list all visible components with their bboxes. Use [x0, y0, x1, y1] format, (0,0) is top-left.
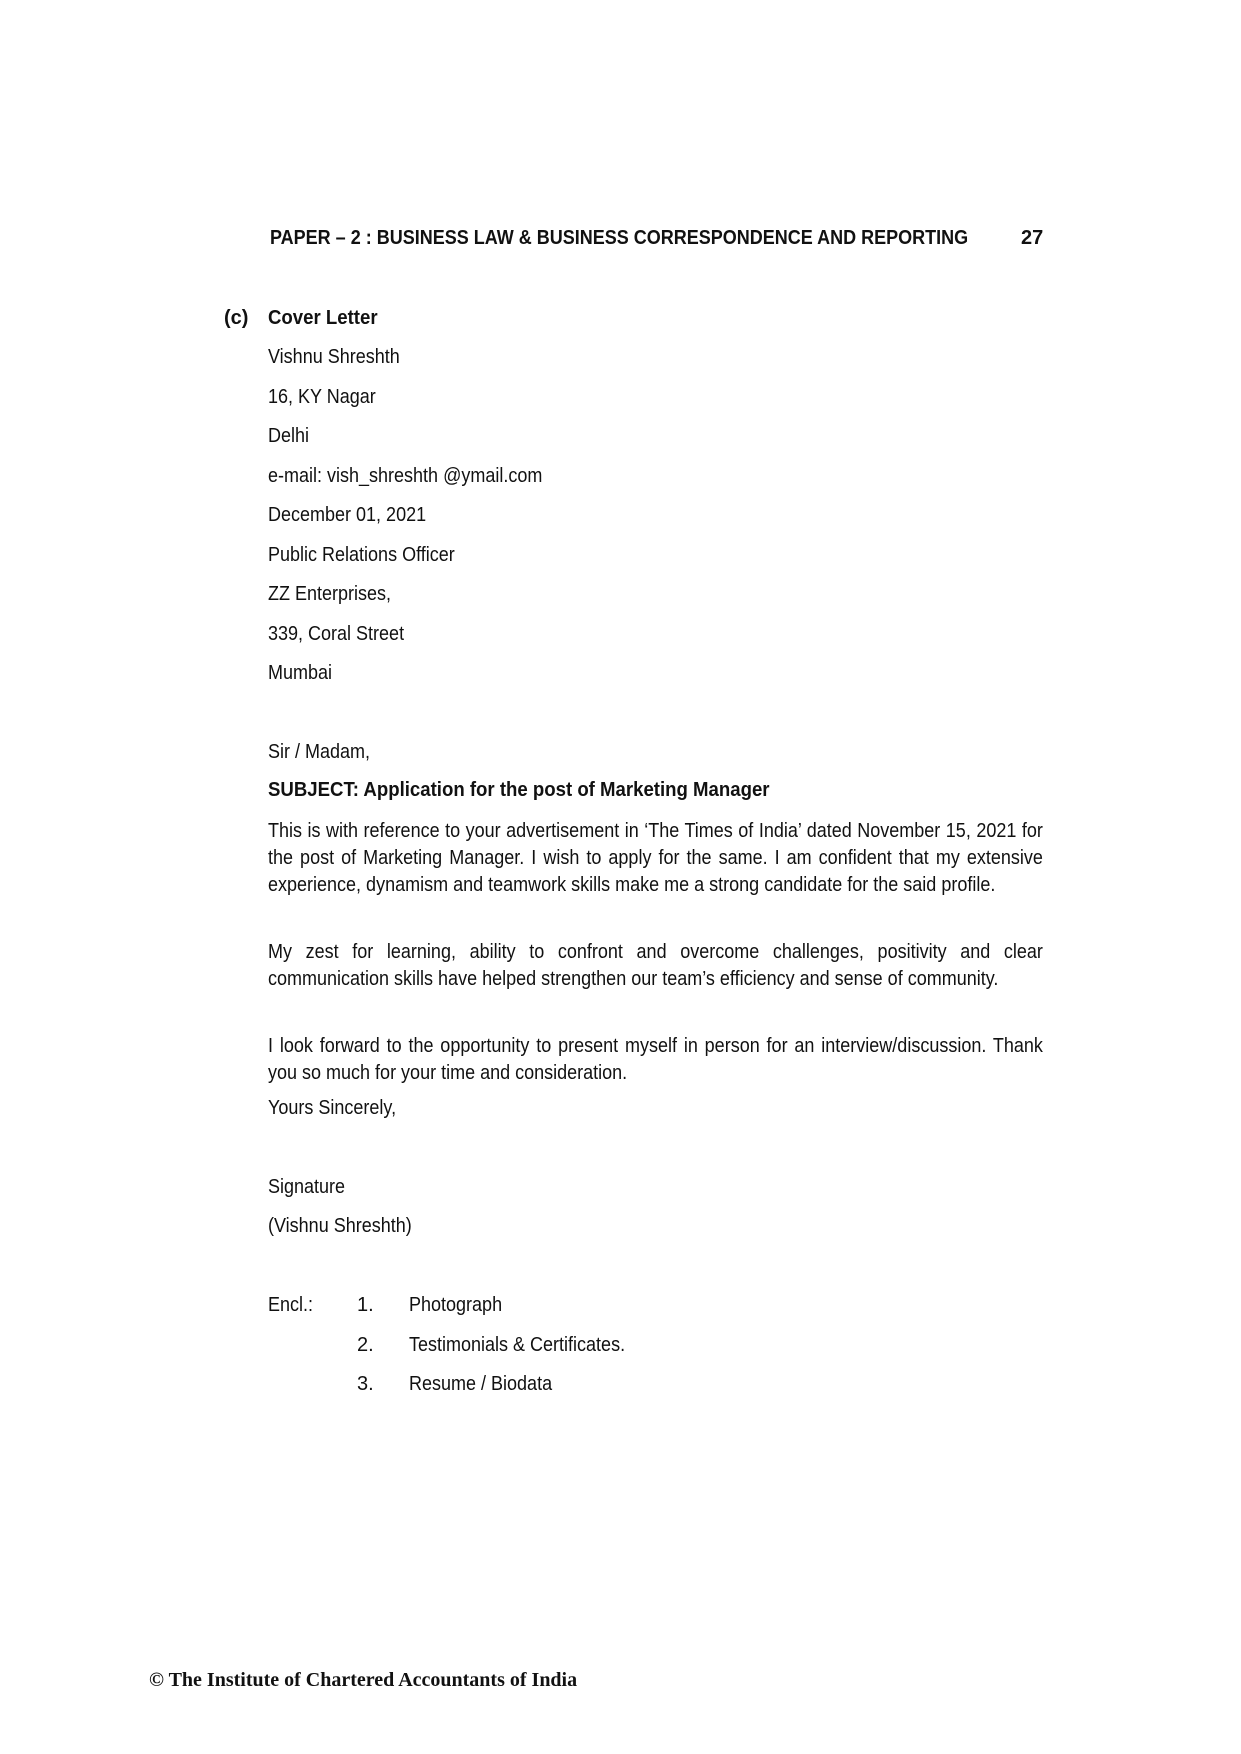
- recipient-street: 339, Coral Street: [268, 623, 405, 645]
- body-paragraph-text: I look forward to the opportunity to present myself in person for an interview/discussion. Thank you so much for your time and consideration.: [268, 1035, 1043, 1084]
- signatory-name: (Vishnu Shreshth): [268, 1215, 412, 1237]
- enclosure-item: Resume / Biodata: [409, 1373, 553, 1395]
- sender-name: Vishnu Shreshth: [268, 346, 400, 368]
- body-paragraph: [268, 939, 1043, 993]
- page-footer: © The Institute of Chartered Accountants of India: [149, 1669, 578, 1691]
- page-number: 27: [1021, 227, 1044, 249]
- letter-date: December 01, 2021: [268, 504, 427, 526]
- recipient-city: Mumbai: [268, 662, 333, 684]
- body-paragraph: [268, 1033, 1043, 1087]
- letter-subject: SUBJECT: Application for the post of Marketing Manager: [268, 779, 770, 801]
- sender-city: Delhi: [268, 425, 310, 447]
- body-paragraph-text: My zest for learning, ability to confront and overcome challenges, positivity and clear communication skills have helped strengthen our team’s efficiency and sense of community.: [268, 941, 1043, 990]
- body-paragraph-text: This is with reference to your advertisement in ‘The Times of India’ dated November 15, 2021 for the post of Marketing Manager. I wish to apply for the same. I am confident that my extensive experience, dynamism and teamwork skills make me a strong candidate for the said profile.: [268, 820, 1043, 896]
- closing: Yours Sincerely,: [268, 1097, 397, 1119]
- body-paragraph: [268, 818, 1043, 899]
- enclosure-item: Photograph: [409, 1294, 503, 1316]
- page-header-title: PAPER – 2 : BUSINESS LAW & BUSINESS CORRESPONDENCE AND REPORTING: [270, 227, 969, 249]
- recipient-company: ZZ Enterprises,: [268, 583, 392, 605]
- enclosure-item: Testimonials & Certificates.: [409, 1334, 626, 1356]
- sender-email: e-mail: vish_shreshth @ymail.com: [268, 465, 543, 487]
- signature-label: Signature: [268, 1176, 346, 1198]
- enclosure-number: 2.: [357, 1334, 374, 1356]
- recipient-designation: Public Relations Officer: [268, 544, 455, 566]
- salutation: Sir / Madam,: [268, 741, 371, 763]
- sender-address: 16, KY Nagar: [268, 386, 376, 408]
- section-title: Cover Letter: [268, 307, 378, 329]
- enclosures-label: Encl.:: [268, 1294, 314, 1316]
- section-label: (c): [224, 307, 249, 329]
- enclosure-number: 3.: [357, 1373, 374, 1395]
- enclosure-number: 1.: [357, 1294, 374, 1316]
